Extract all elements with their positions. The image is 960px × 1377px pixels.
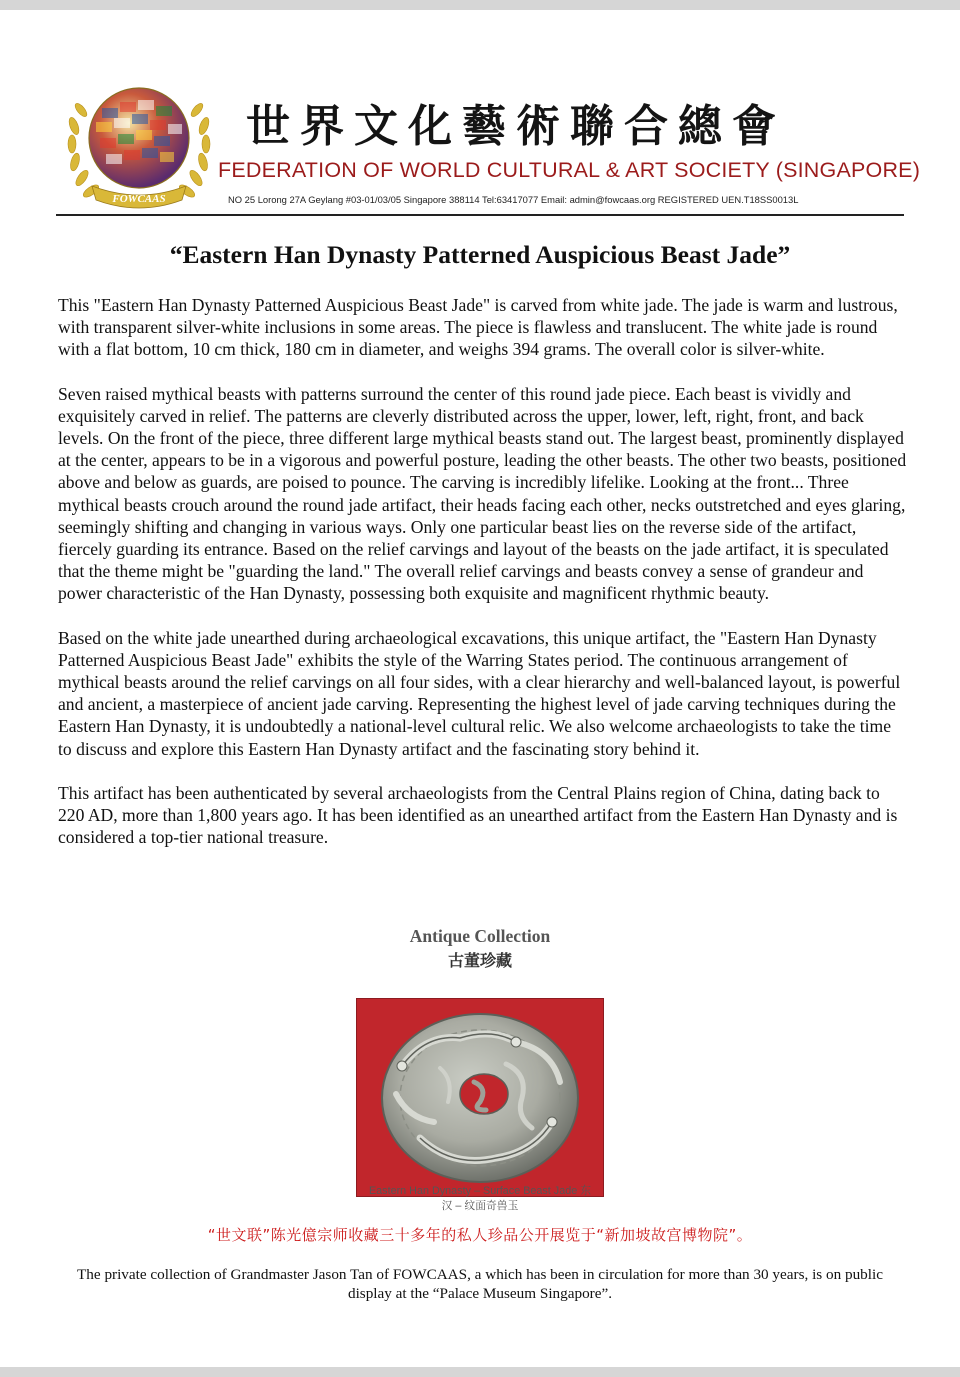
panel-title-chinese: 古董珍藏 bbox=[447, 951, 512, 970]
paragraph: Seven raised mythical beasts with patterns surround the center of this round jade piece. Each beast is vividly and exquisitely carved in relief. The patterns are cleverly distributed across the upper, lower, left, right, front, and back levels. On the front of the piece, three different large mythical beasts stand out. The largest beast, prominently displayed at the center, appears to be in a vigorous and powerful posture, leading the other beasts. The other two beasts, positioned above and below as guards, are poised to pounce. The carving is incredibly lifelike. Looking at the front... Three mythical beasts crouch around the round jade artifact, their heads facing each other, necks outstretched and eyes glaring, seemingly shifting and changing in various ways. Only one particular beast lies on the reverse side of the artifact, fiercely guarding its entrance. Based on the relief carvings and layout of the beasts on the jade artifact, it is speculated that the theme might be "guarding the land." The overall relief carvings and beasts convey a sense of grandeur and power characteristic of the Han Dynasty, possessing both exquisite and magnificent rhythmic beauty. bbox=[58, 383, 907, 604]
bottom-edge-band bbox=[0, 1367, 960, 1377]
letterhead bbox=[56, 78, 921, 216]
photo-caption-line-2: 汉 – 纹面奇兽玉 bbox=[441, 1200, 519, 1212]
society-english-name: FEDERATION OF WORLD CULTURAL & ART SOCIETY (SINGAPORE) bbox=[218, 158, 921, 182]
jade-artifact-photo bbox=[356, 998, 604, 1197]
paragraph: Based on the white jade unearthed during archaeological excavations, this unique artifact, the "Eastern Han Dynasty Patterned Auspicious Beast Jade" exhibits the style of the Warring States period. The continuous arrangement of mythical beasts around the relief carvings on all four sides, with a clear hierarchy and well-balanced layout, is powerful and ancient, a masterpiece of ancient jade carving. Representing the highest level of jade carving techniques during the Eastern Han Dynasty, it is undoubtedly a national-level cultural relic. We also welcome archaeologists to take the time to discuss and explore this Eastern Han Dynasty artifact and the fascinating story behind it. bbox=[58, 627, 901, 759]
collection-note: The private collection of Grandmaster Jason Tan of FOWCAAS, a which has been in circulation for more than 30 years, is on public display at the “Palace Museum Singapore”. bbox=[77, 1266, 883, 1302]
paragraph: This "Eastern Han Dynasty Patterned Auspicious Beast Jade" is carved from white jade. The jade is warm and lustrous, with transparent silver-white inclusions in some areas. The piece is flawless and translucent. The white jade is round with a flat bottom, 10 cm thick, 180 cm in diameter, and weighs 394 grams. The overall color is silver-white. bbox=[58, 295, 898, 360]
society-address: NO 25 Lorong 27A Geylang #03-01/03/05 Singapore 388114 Tel:63417077 Email: admin@fowcaas.org REGISTERED UEN.T18SS0013L bbox=[228, 194, 799, 205]
antique-photo-panel bbox=[330, 920, 630, 1220]
chinese-exhibition-caption: “世文联”陈光億宗师收藏三十多年的私人珍品公开展览于“新加坡故宫博物院”。 bbox=[207, 1226, 753, 1244]
document-title: “Eastern Han Dynasty Patterned Auspicious Beast Jade” bbox=[169, 240, 791, 269]
society-chinese-name: 世界文化藝術聯合總會 bbox=[246, 101, 786, 152]
panel-title: Antique Collection bbox=[409, 926, 551, 946]
fowcaas-logo bbox=[64, 78, 214, 214]
svg-text:FOWCAAS: FOWCAAS bbox=[112, 193, 166, 205]
top-edge-band bbox=[0, 0, 960, 10]
photo-caption bbox=[330, 1184, 630, 1214]
header-divider bbox=[56, 214, 904, 216]
paragraph: This artifact has been authenticated by several archaeologists from the Central Plains region of China, dating back to 220 AD, more than 1,800 years ago. It has been identified as an unearthed artifact from the Eastern Han Dynasty and is considered a top-tier national treasure. bbox=[58, 782, 898, 848]
photo-caption-line-1: Eastern Han Dynasty – Surface Beast Jade 东 bbox=[368, 1185, 592, 1197]
document-body bbox=[58, 294, 908, 870]
